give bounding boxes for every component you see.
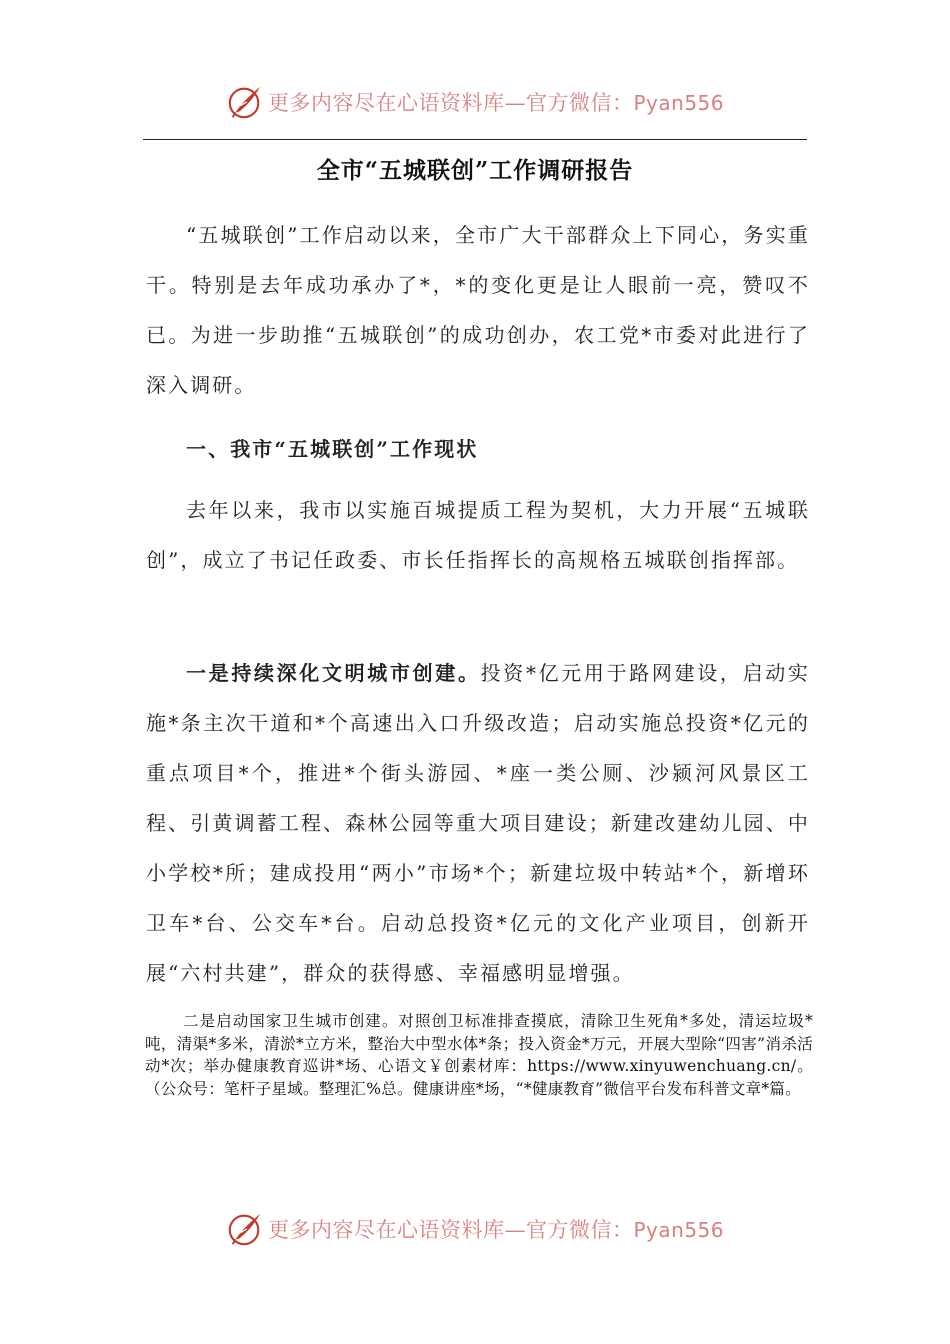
- item2-text: 二是启动国家卫生城市创建。对照创卫标准排查摸底，清除卫生死角*多处，清运垃圾*吨，清渠*多米，清淤*立方米，整治大中型水体*条；投入资金*万元，开展大型除“四害”消杀活动*次；举办健康教育巡讲*场、心语文￥创素材库：https://www.xinyuwenchuang.cn/。（公众号：笔杆子星域。整理汇%总。健康讲座*场，“*健康教育”微信平台发布科普文章*篇。: [145, 1012, 813, 1098]
- header-watermark: [0, 80, 950, 124]
- watermark-text: 更多内容尽在心语资料库—官方微信：Pyan556: [267, 1218, 724, 1242]
- item1-body: 投资*亿元用于路网建设，启动实施*条主次干道和*个高速出入口升级改造；启动实施总投资*亿元的重点项目*个，推进*个街头游园、*座一类公厕、沙颍河风景区工程、引黄调蓄工程、森林公园等重大项目建设；新建改建幼儿园、中小学校*所；建成投用“两小”市场*个；新建垃圾中转站*个，新增环卫车*台、公交车*台。启动总投资*亿元的文化产业项目，创新开展“六村共建”，群众的获得感、幸福感明显增强。: [146, 661, 810, 985]
- section1-text: 去年以来，我市以实施百城提质工程为契机，大力开展“五城联创”，成立了书记任政委、市长任指挥长的高规格五城联创指挥部。: [146, 498, 810, 572]
- item1-lead: 一是持续深化文明城市创建。: [186, 661, 481, 685]
- header-rule: [143, 139, 807, 140]
- item2-paragraph: [145, 1010, 813, 1100]
- intro-paragraph: [146, 210, 810, 410]
- section1-paragraph: [146, 485, 810, 585]
- intro-text: “五城联创”工作启动以来，全市广大干部群众上下同心，务实重干。特别是去年成功承办了*，*的变化更是让人眼前一亮，赞叹不已。为进一步助推“五城联创”的成功创办，农工党*市委对此进行了深入调研。: [146, 223, 810, 397]
- section-heading: [146, 424, 810, 474]
- quill-logo-icon: [226, 83, 264, 121]
- footer-watermark: [0, 1207, 950, 1251]
- item1-paragraph: [146, 648, 810, 998]
- section1-heading: 一、我市“五城联创”工作现状: [186, 437, 479, 461]
- quill-logo-icon: [226, 1210, 264, 1248]
- item1-text: [146, 648, 810, 998]
- watermark-text: 更多内容尽在心语资料库—官方微信：Pyan556: [267, 91, 724, 115]
- page-title: 全市“五城联创”工作调研报告: [316, 157, 634, 184]
